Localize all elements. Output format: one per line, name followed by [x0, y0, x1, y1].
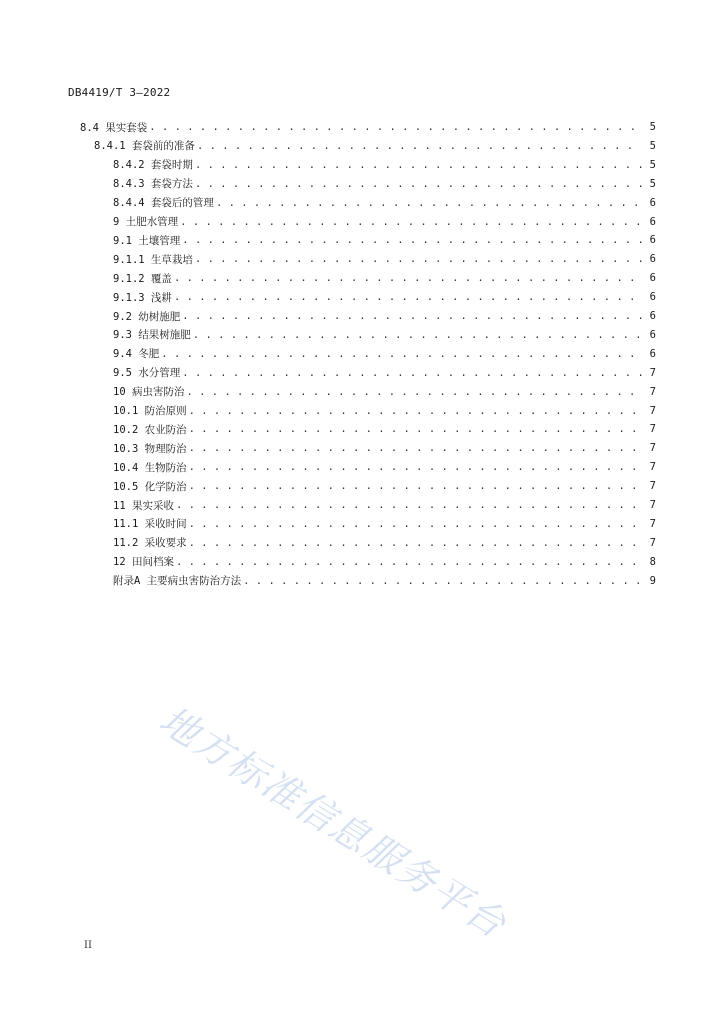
- toc-dot-leader: [189, 405, 642, 417]
- toc-entry-label: 10.4 生物防治: [113, 461, 187, 474]
- toc-dot-leader: [182, 367, 642, 379]
- toc-entry[interactable]: [113, 383, 656, 401]
- toc-entry[interactable]: [113, 326, 656, 344]
- toc-entry[interactable]: [113, 572, 656, 590]
- toc-entry[interactable]: [113, 194, 656, 212]
- toc-dot-leader: [189, 461, 642, 473]
- toc-entry-page: 7: [649, 442, 656, 455]
- toc-entry[interactable]: [113, 231, 656, 249]
- toc-dot-leader: [189, 537, 642, 549]
- toc-entry-page: 7: [649, 517, 656, 530]
- toc-dot-leader: [216, 197, 642, 209]
- toc-entry-label: 9.1.1 生草栽培: [113, 253, 193, 266]
- watermark: 地方标准信息服务平台: [151, 697, 515, 947]
- toc-dot-leader: [197, 140, 642, 152]
- toc-entry-page: 5: [649, 139, 656, 152]
- toc-dot-leader: [195, 159, 642, 171]
- toc-entry-page: 7: [649, 385, 656, 398]
- toc-entry[interactable]: [113, 553, 656, 571]
- toc-entry-page: 6: [649, 272, 656, 285]
- document-header-id: DB4419/T 3—2022: [68, 86, 171, 99]
- toc-dot-leader: [174, 291, 642, 303]
- toc-entry-label: 9.1 土壤管理: [113, 234, 181, 247]
- toc-dot-leader: [193, 329, 642, 341]
- toc-entry-page: 6: [649, 310, 656, 322]
- toc-entry-label: 11.2 采收要求: [113, 537, 187, 550]
- toc-dot-leader: [186, 386, 642, 398]
- toc-entry-page: 6: [649, 291, 656, 304]
- toc-dot-leader: [176, 556, 642, 568]
- toc-dot-leader: [174, 272, 642, 284]
- toc-entry-label: 10 病虫害防治: [113, 386, 185, 399]
- toc-dot-leader: [176, 499, 642, 511]
- toc-entry[interactable]: [113, 458, 656, 476]
- page-number: II: [84, 940, 92, 951]
- toc-entry-page: 7: [649, 480, 656, 493]
- toc-entry[interactable]: [113, 496, 656, 514]
- toc-entry-page: 6: [649, 253, 656, 266]
- toc-entry-label: 9 土肥水管理: [113, 216, 179, 228]
- toc-entry-page: 8: [649, 555, 656, 568]
- toc-entry[interactable]: [113, 515, 656, 533]
- toc-entry-label: 9.1.3 浅耕: [113, 291, 172, 304]
- toc-entry-label: 10.1 防治原则: [113, 405, 187, 417]
- toc-dot-leader: [189, 518, 642, 530]
- toc-entry-page: 5: [649, 177, 656, 190]
- toc-entry-page: 9: [649, 574, 656, 587]
- toc-entry-label: 11.1 采收时间: [113, 518, 187, 531]
- toc-entry-label: 10.2 农业防治: [113, 423, 187, 436]
- toc-entry-page: 6: [649, 196, 656, 209]
- toc-dot-leader: [161, 348, 642, 360]
- toc-entry[interactable]: [113, 269, 656, 287]
- toc-dot-leader: [182, 310, 642, 322]
- toc-entry-page: 7: [649, 461, 656, 474]
- toc-entry[interactable]: [113, 213, 656, 231]
- toc-entry-label: 12 田间档案: [113, 556, 174, 569]
- toc-entry-page: 7: [649, 366, 656, 379]
- toc-entry-page: 6: [649, 328, 656, 341]
- toc-dot-leader: [180, 216, 642, 228]
- toc-entry-page: 6: [649, 234, 656, 247]
- toc-entry-label: 11 果实采收: [113, 499, 174, 512]
- toc-entry[interactable]: [94, 137, 656, 155]
- toc-entry[interactable]: [113, 307, 656, 325]
- toc-dot-leader: [243, 575, 642, 587]
- toc-entry[interactable]: [113, 250, 656, 268]
- toc-entry-page: 7: [649, 536, 656, 549]
- toc-entry-page: 5: [649, 121, 656, 133]
- toc-entry-page: 7: [649, 499, 656, 511]
- toc-entry[interactable]: [113, 420, 656, 438]
- toc-entry[interactable]: [113, 534, 656, 552]
- toc-dot-leader: [189, 442, 642, 454]
- toc-entry-label: 8.4.4 套袋后的管理: [113, 197, 214, 210]
- toc-entry-label: 8.4.3 套袋方法: [113, 178, 193, 191]
- toc-entry-label: 9.2 幼树施肥: [113, 310, 181, 323]
- toc-entry-page: 5: [649, 158, 656, 171]
- toc-dot-leader: [182, 234, 642, 246]
- toc-entry[interactable]: [113, 175, 656, 193]
- toc-entry[interactable]: [113, 364, 656, 382]
- toc-entry-label: 10.3 物理防治: [113, 442, 187, 455]
- toc-dot-leader: [195, 253, 642, 265]
- toc-dot-leader: [189, 480, 642, 492]
- toc-entry-label: 9.1.2 覆盖: [113, 272, 172, 285]
- toc-entry-page: 6: [649, 347, 656, 360]
- toc-entry-label: 10.5 化学防治: [113, 480, 187, 493]
- toc-entry-page: 6: [649, 215, 656, 228]
- toc-dot-leader: [149, 121, 642, 133]
- toc-entry-page: 7: [649, 423, 656, 436]
- toc-entry-label: 9.4 冬肥: [113, 348, 160, 361]
- toc-entry-label: 附录A 主要病虫害防治方法: [113, 575, 242, 588]
- toc-dot-leader: [195, 178, 642, 190]
- toc-entry[interactable]: [113, 402, 656, 420]
- toc-entry[interactable]: [113, 439, 656, 457]
- toc-entry[interactable]: [113, 477, 656, 495]
- toc-entry[interactable]: [80, 118, 656, 136]
- toc-entry[interactable]: [113, 345, 656, 363]
- toc-entry[interactable]: [113, 288, 656, 306]
- toc-entry-label: 8.4.2 套袋时期: [113, 159, 193, 172]
- toc-entry-page: 7: [649, 404, 656, 417]
- toc-entry-label: 8.4 果实套袋: [80, 121, 148, 134]
- toc-entry-label: 9.3 结果树施肥: [113, 329, 191, 342]
- toc-entry-label: 9.5 水分管理: [113, 367, 181, 380]
- toc-entry[interactable]: [113, 156, 656, 174]
- toc-entry-label: 8.4.1 套袋前的准备: [94, 140, 195, 153]
- toc-dot-leader: [189, 423, 642, 435]
